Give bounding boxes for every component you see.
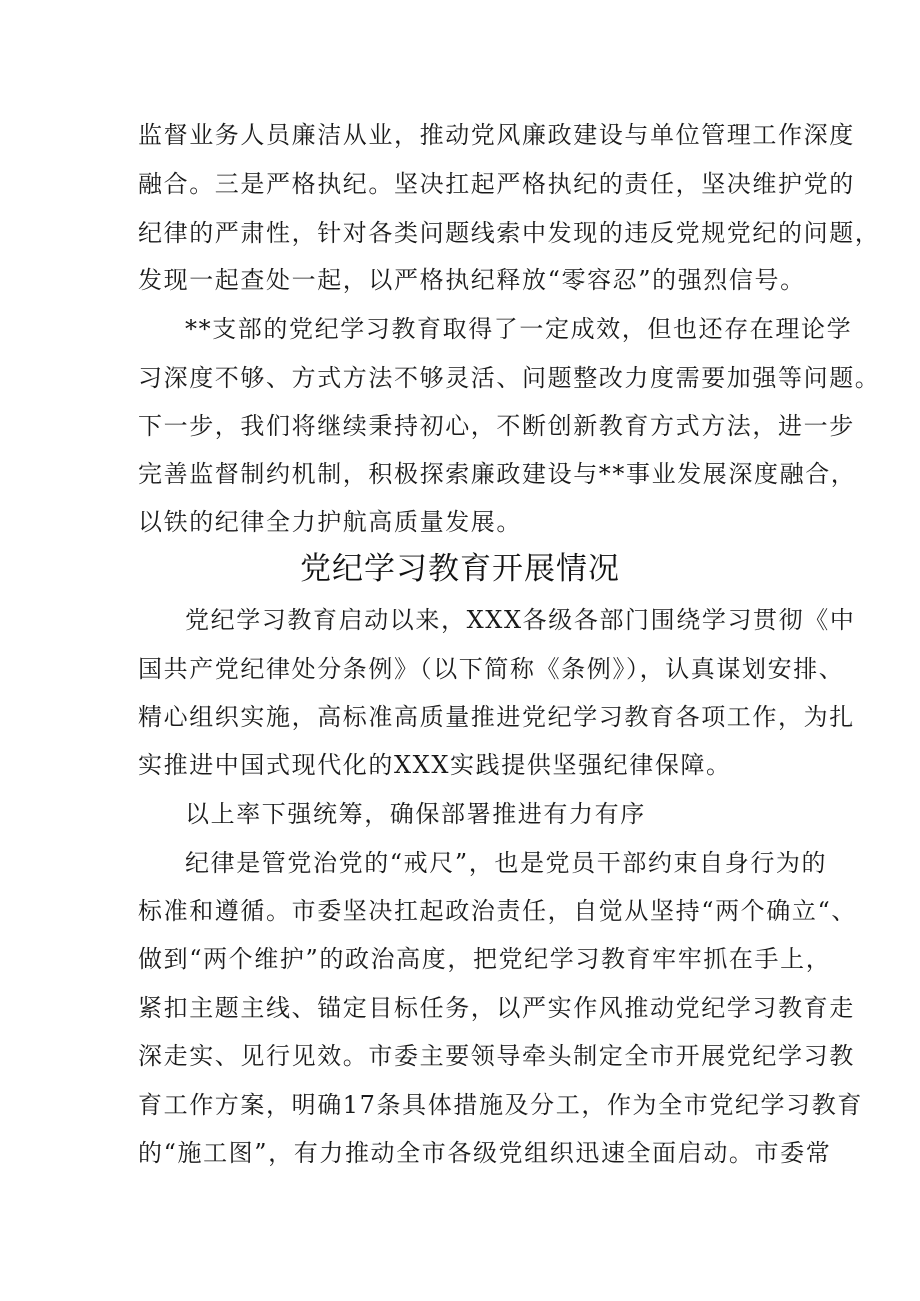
text-line: 实推进中国式现代化的XXX实践提供坚强纪律保障。 — [138, 751, 732, 779]
paragraph-first-line: **支部的党纪学习教育取得了一定成效，但也还存在理论学 — [185, 315, 853, 343]
text-line: 习深度不够、方式方法不够灵活、问题整改力度需要加强等问题。 — [138, 364, 881, 392]
text-line: 紧扣主题主线、锚定目标任务，以严实作风推动党纪学习教育走 — [138, 994, 855, 1022]
paragraph-first-line: 纪律是管党治党的“戒尺”，也是党员干部约束自身行为的 — [185, 849, 828, 877]
section-heading: 党纪学习教育开展情况 — [300, 551, 620, 587]
paragraph-first-line: 党纪学习教育启动以来，XXX各级各部门围绕学习贯彻《中 — [185, 606, 856, 634]
text-line: 融合。三是严格执纪。坚决扛起严格执纪的责任，坚决维护党的 — [138, 170, 855, 198]
text-line: 发现一起查处一起，以严格执纪释放“零容忍”的强烈信号。 — [138, 266, 806, 294]
text-line: 国共产党纪律处分条例》（以下简称《条例》），认真谋划安排、 — [138, 655, 845, 683]
text-line: 完善监督制约机制，积极探索廉政建设与**事业发展深度融合， — [138, 460, 857, 488]
text-line: 精心组织实施，高标准高质量推进党纪学习教育各项工作，为扎 — [138, 703, 855, 731]
text-line: 纪律的严肃性，针对各类问题线索中发现的违反党规党纪的问题， — [138, 219, 881, 247]
text-line: 做到“两个维护”的政治高度，把党纪学习教育牢牢抓在手上， — [138, 945, 832, 973]
subheading: 以上率下强统筹，确保部署推进有力有序 — [185, 800, 646, 828]
text-line: 下一步，我们将继续秉持初心，不断创新教育方式方法，进一步 — [138, 412, 855, 440]
text-line: 深走实、见行见效。市委主要领导牵头制定全市开展党纪学习教 — [138, 1042, 855, 1070]
text-line: 监督业务人员廉洁从业，推动党风廉政建设与单位管理工作深度 — [138, 121, 855, 149]
text-line: 的“施工图”，有力推动全市各级党组织迅速全面启动。市委常 — [138, 1139, 832, 1167]
text-line: 以铁的纪律全力护航高质量发展。 — [138, 508, 522, 536]
text-line: 标准和遵循。市委坚决扛起政治责任，自觉从坚持“两个确立“、 — [138, 897, 857, 925]
text-line: 育工作方案，明确17条具体措施及分工，作为全市党纪学习教育 — [138, 1091, 863, 1119]
